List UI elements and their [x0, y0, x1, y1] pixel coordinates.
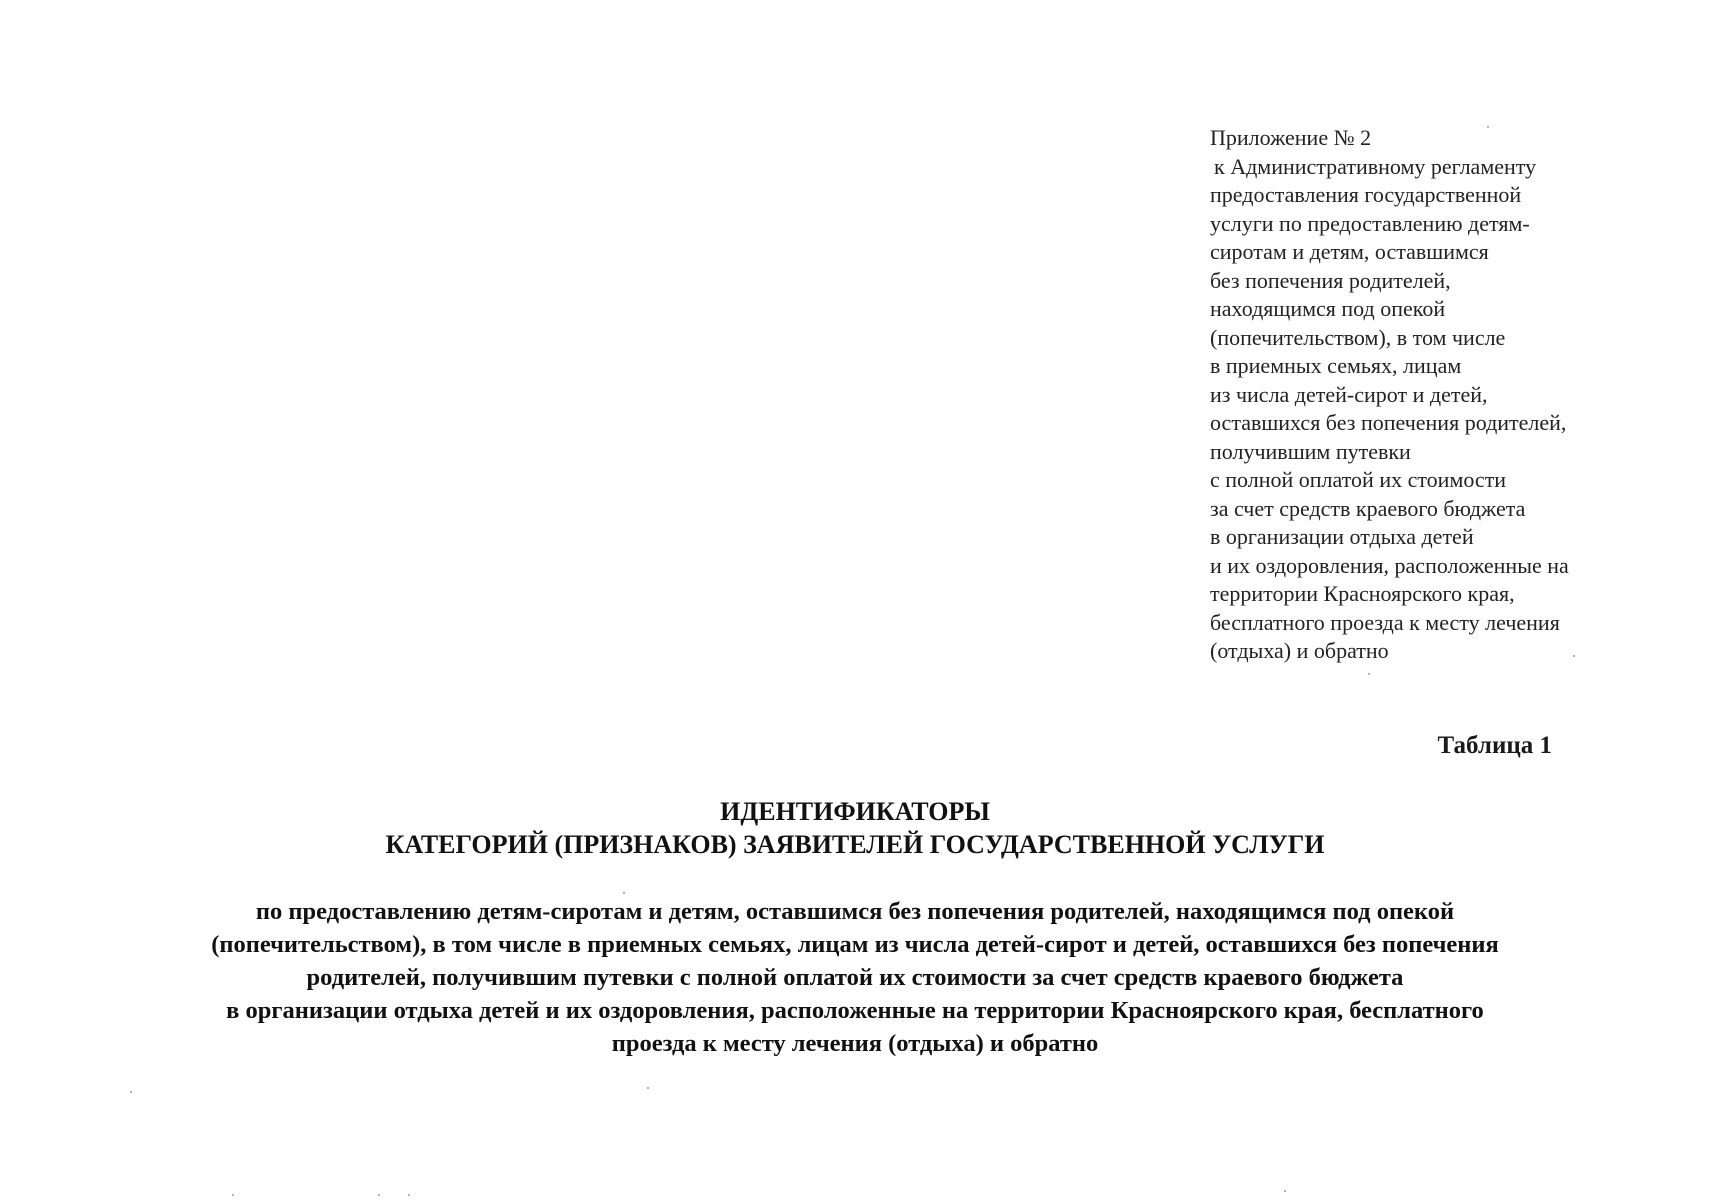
appendix-line: к Административному регламенту — [1214, 153, 1537, 179]
scan-speck — [232, 1194, 234, 1196]
scan-speck — [1573, 655, 1575, 657]
appendix-line: с полной оплатой их стоимости — [1210, 467, 1507, 492]
scan-speck — [130, 1091, 132, 1093]
table-label: Таблица 1 — [1437, 732, 1552, 759]
document-title-continued: КАТЕГОРИЙ (ПРИЗНАКОВ) ЗАЯВИТЕЛЕЙ ГОСУДАРСТВЕННОЙ УСЛУГИ — [385, 830, 1325, 859]
appendix-line: (отдыха) и обратно — [1210, 638, 1389, 663]
subtitle-line: (попечительством), в том числе в приемных семьях, лицам из числа детей-сирот и детей, оставшихся без попечения — [211, 931, 1499, 958]
appendix-line: из числа детей-сирот и детей, — [1210, 381, 1488, 407]
subtitle-line: проезда к месту лечения (отдыха) и обратно — [611, 1030, 1099, 1057]
subtitle-line: родителей, получившим путевки с полной оплатой их стоимости за счет средств краевого бюджета — [306, 964, 1404, 991]
appendix-line: находящимся под опекой — [1210, 296, 1446, 321]
appendix-line: (попечительством), в том числе — [1210, 324, 1506, 350]
appendix-line: получившим путевки — [1210, 438, 1411, 464]
appendix-line: в организации отдыха детей — [1210, 524, 1474, 549]
scan-speck — [623, 892, 625, 894]
scan-speck — [378, 1194, 380, 1196]
appendix-line: без попечения родителей, — [1210, 267, 1451, 293]
scan-speck — [1487, 126, 1489, 128]
appendix-line: предоставления государственной — [1210, 182, 1522, 207]
scan-speck — [1284, 1190, 1286, 1192]
appendix-note — [1210, 124, 1680, 666]
scan-speck — [1368, 673, 1370, 675]
appendix-line: бесплатного проезда к месту лечения — [1210, 609, 1560, 635]
appendix-line: территории Красноярского края, — [1210, 581, 1515, 606]
appendix-line: в приемных семьях, лицам — [1210, 353, 1462, 378]
scan-speck — [408, 1194, 410, 1196]
document-subtitle — [0, 895, 1710, 1060]
appendix-line: оставшихся без попечения родителей, — [1210, 410, 1567, 435]
subtitle-line: в организации отдыха детей и их оздоровления, расположенные на территории Красноярского края, бесплатного — [226, 997, 1484, 1024]
subtitle-line: по предоставлению детям-сиротам и детям, оставшимся без попечения родителей, находящимся под опекой — [255, 898, 1455, 925]
appendix-line: сиротам и детям, оставшимся — [1210, 239, 1489, 264]
document-title: ИДЕНТИФИКАТОРЫ — [720, 797, 990, 826]
scan-speck — [647, 1087, 649, 1089]
appendix-line: и их оздоровления, расположенные на — [1210, 552, 1569, 578]
appendix-line: за счет средств краевого бюджета — [1210, 495, 1526, 521]
appendix-line: Приложение № 2 — [1210, 125, 1372, 150]
appendix-line: услуги по предоставлению детям- — [1210, 210, 1530, 236]
